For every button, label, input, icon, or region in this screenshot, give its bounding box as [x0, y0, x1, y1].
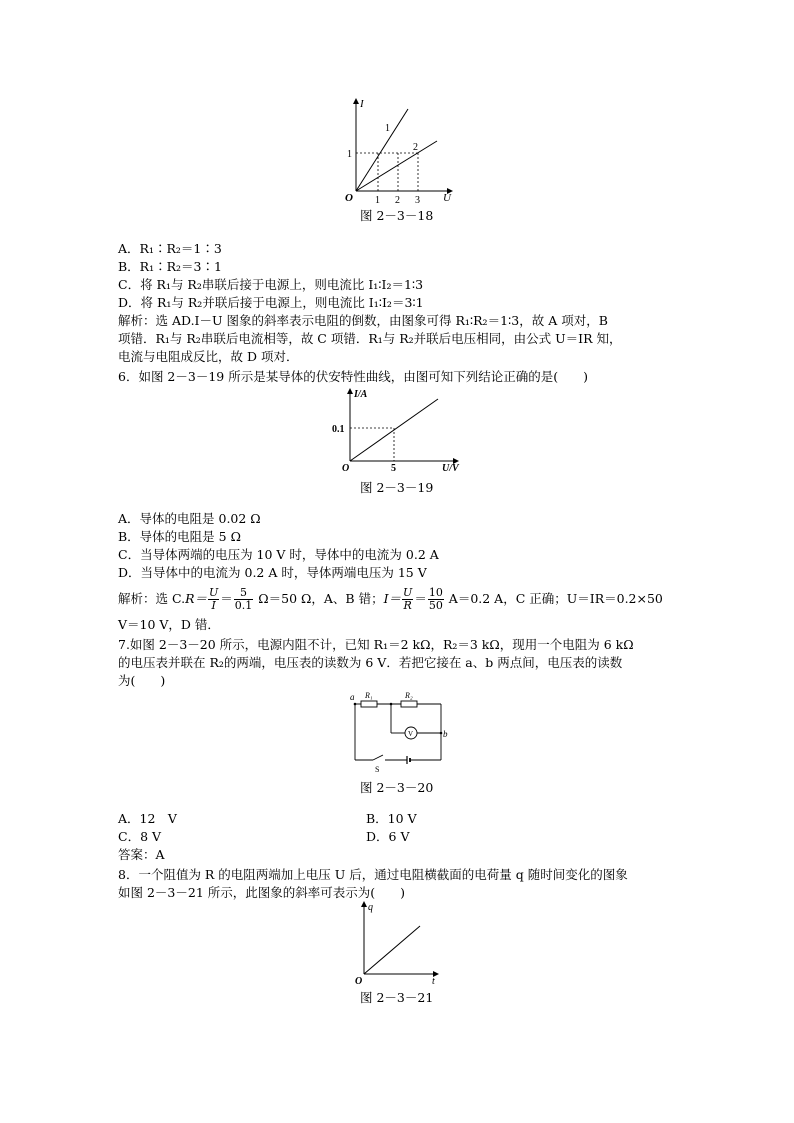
- q7-stem: 7.如图 2－3－20 所示，电源内阻不计，已知 R₁＝2 kΩ，R₂＝3 kΩ，现用一个电阻为 6 kΩ: [118, 637, 634, 652]
- origin-label: O: [345, 192, 353, 204]
- q7-stem: 为( ): [118, 673, 166, 688]
- line-1-label: 1: [385, 123, 390, 134]
- x-tick-label: 1: [375, 195, 380, 206]
- axis-x-label: U/V: [442, 463, 459, 474]
- resistor-r1: [361, 701, 377, 707]
- origin-label: O: [355, 976, 363, 987]
- q5-option-a: A．R₁∶R₂＝1∶3: [118, 241, 222, 256]
- q7-stem: 的电压表并联在 R₂的两端，电压表的读数为 6 V．若把它接在 a、b 两点间，电压表的读数: [118, 655, 623, 670]
- x-tick-label: 3: [415, 195, 420, 206]
- figure-caption: 图 2－3－19: [360, 480, 434, 495]
- label-a: a: [350, 692, 355, 702]
- q6-option-a: A．导体的电阻是 0.02 Ω: [118, 511, 261, 526]
- q6-option-b: B．导体的电阻是 5 Ω: [118, 529, 241, 544]
- figure-2-3-19: [330, 385, 470, 475]
- figure-caption: 图 2－3－20: [360, 780, 434, 795]
- figure-caption: 图 2－3－21: [360, 990, 434, 1005]
- origin-label: O: [342, 463, 350, 474]
- q8-stem: 如图 2－3－21 所示，此图象的斜率可表示为( ): [118, 885, 406, 900]
- q5-analysis: 解析：选 AD.I－U 图象的斜率表示电阻的倒数，由图象可得 R₁∶R₂＝1∶3，故 A 项对，B: [118, 313, 608, 328]
- y-tick-label: 1: [347, 149, 352, 160]
- figure-2-3-21: [350, 898, 450, 986]
- q7-answer: 答案：A: [118, 847, 165, 862]
- axis-x-label: t: [432, 976, 435, 987]
- axis-y-label: I: [360, 98, 364, 110]
- q6-option-d: D．当导体中的电流为 0.2 A 时，导体两端电压为 15 V: [118, 565, 427, 580]
- q7-option-c: C．8 V: [118, 829, 162, 844]
- q5-option-b: B．R₁∶R₂＝3∶1: [118, 259, 222, 274]
- resistor-r2: [401, 701, 417, 707]
- figure-caption: 图 2－3－18: [360, 208, 434, 223]
- q6-stem: 6．如图 2－3－19 所示是某导体的伏安特性曲线，由图可知下列结论正确的是( ): [118, 369, 588, 384]
- label-r2: R₂: [405, 691, 413, 700]
- q5-option-d: D．将 R₁与 R₂并联后接于电源上，则电流比 I₁∶I₂＝3∶1: [118, 295, 424, 310]
- label-b: b: [443, 729, 448, 739]
- q5-analysis: 项错．R₁与 R₂串联后电流相等，故 C 项错．R₁与 R₂并联后电压相同，由公式 U＝IR 知，: [118, 331, 622, 346]
- q7-option-d: D．6 V: [366, 829, 410, 844]
- line-2: [356, 141, 437, 191]
- axis-x-label: U: [443, 192, 451, 204]
- q6-analysis: V＝10 V，D 错．: [118, 617, 220, 632]
- q8-stem: 8．一个阻值为 R 的电阻两端加上电压 U 后，通过电阻横截面的电荷量 q 随时间变化的图象: [118, 867, 628, 882]
- axis-y-label: I/A: [354, 389, 368, 400]
- q7-option-a: A．12 V: [118, 811, 177, 826]
- y-tick-label: 0.1: [332, 424, 345, 435]
- switch-s: [373, 755, 383, 760]
- q-t-line: [364, 926, 420, 974]
- label-v: V: [408, 730, 414, 738]
- line-1: [356, 109, 408, 191]
- x-tick-label: 2: [395, 195, 400, 206]
- label-s: S: [375, 765, 380, 774]
- q6-option-c: C．当导体两端的电压为 10 V 时，导体中的电流为 0.2 A: [118, 547, 439, 562]
- figure-2-3-18: [340, 95, 460, 205]
- q5-analysis: 电流与电阻成反比，故 D 项对．: [118, 349, 299, 364]
- q5-option-c: C．将 R₁与 R₂串联后接于电源上，则电流比 I₁∶I₂＝1∶3: [118, 277, 424, 292]
- figure-2-3-20-circuit: [345, 688, 455, 778]
- q6-analysis: 解析：选 C.R＝ $\frac{U}{I}$ ＝ $\frac{5}{0.1}$ Ω＝50 Ω，A、B 错；I＝ $\frac{U}{R}$ ＝ $\frac{10}{50}$ A＝0.2 A，C 正确；U＝IR＝0.2×50: [118, 586, 663, 612]
- line-2-label: 2: [413, 142, 418, 153]
- x-tick-label: 5: [391, 463, 396, 474]
- q7-option-b: B．10 V: [366, 811, 417, 826]
- axis-y-label: q: [368, 902, 373, 913]
- label-r1: R₁: [365, 691, 373, 700]
